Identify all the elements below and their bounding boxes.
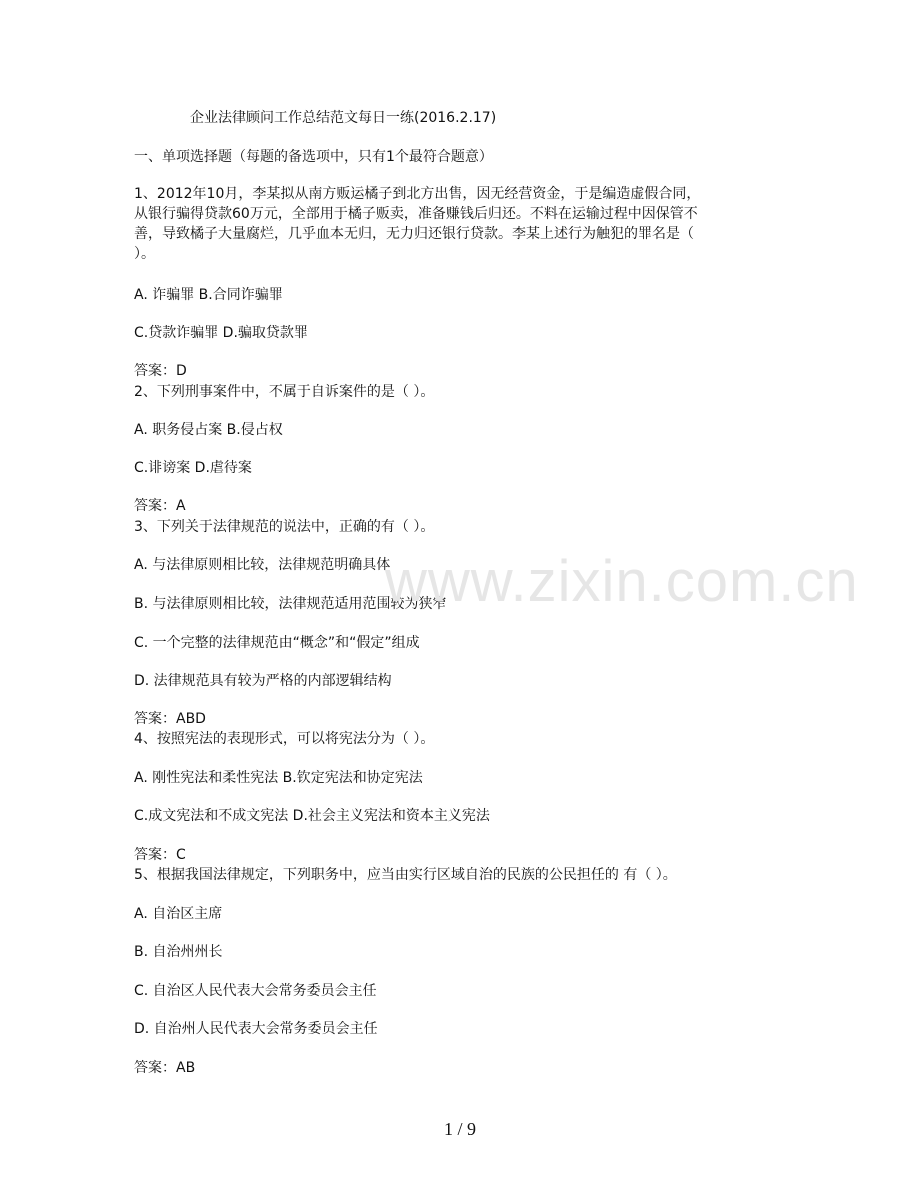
question-2-text: 2、下列刑事案件中，不属于自诉案件的是（ ）。 — [134, 384, 435, 400]
question-4-answer: 答案：C — [134, 847, 186, 863]
question-2-options-cd: C.诽谤案 D.虐待案 — [134, 460, 252, 476]
question-5-option-d: D. 自治州人民代表大会常务委员会主任 — [134, 1021, 378, 1037]
section-heading: 一、单项选择题（每题的备选项中，只有1个最符合题意） — [134, 149, 493, 165]
question-5-option-c: C. 自治区人民代表大会常务委员会主任 — [134, 983, 377, 999]
question-5-option-b: B. 自治州州长 — [134, 944, 223, 960]
question-3-option-a: A. 与法律原则相比较，法律规范明确具体 — [134, 557, 391, 573]
question-3-text: 3、下列关于法律规范的说法中，正确的有（ ）。 — [134, 519, 435, 535]
question-1-text — [134, 184, 774, 264]
question-1-line-4: ）。 — [134, 246, 155, 262]
question-5-option-a: A. 自治区主席 — [134, 906, 223, 922]
page-number: 1 / 9 — [443, 1119, 476, 1139]
watermark: www.zixin.com.cn — [385, 549, 859, 614]
question-2-answer: 答案：A — [134, 498, 186, 514]
question-3-option-b: B. 与法律原则相比较，法律规范适用范围较为狭窄 — [134, 596, 447, 612]
question-4-text: 4、按照宪法的表现形式，可以将宪法分为（ ）。 — [134, 731, 435, 747]
question-1-line-1: 1、2012年10月，李某拟从南方贩运橘子到北方出售，因无经营资金，于是编造虚假合同， — [134, 186, 701, 202]
question-1-answer: 答案：D — [134, 363, 187, 379]
question-3-option-d: D. 法律规范具有较为严格的内部逻辑结构 — [134, 673, 392, 689]
question-3-option-c: C. 一个完整的法律规范由“概念”和“假定”组成 — [134, 635, 420, 651]
question-1-options-ab: A. 诈骗罪 B.合同诈骗罪 — [134, 287, 283, 303]
question-1-line-2: 从银行骗得贷款60万元，全部用于橘子贩卖，准备赚钱后归还。不料在运输过程中因保管不 — [134, 206, 698, 222]
question-1-options-cd: C.贷款诈骗罪 D.骗取贷款罪 — [134, 325, 308, 341]
document-title: 企业法律顾问工作总结范文每日一练(2016.2.17) — [190, 110, 497, 126]
question-4-options-ab: A. 刚性宪法和柔性宪法 B.钦定宪法和协定宪法 — [134, 770, 423, 786]
question-2-options-ab: A. 职务侵占案 B.侵占权 — [134, 422, 283, 438]
question-5-text: 5、根据我国法律规定，下列职务中，应当由实行区域自治的民族的公民担任的 有（ ）。 — [134, 867, 677, 883]
question-4-options-cd: C.成文宪法和不成文宪法 D.社会主义宪法和资本主义宪法 — [134, 808, 490, 824]
question-3-answer: 答案：ABD — [134, 711, 206, 727]
question-5-answer: 答案：AB — [134, 1060, 196, 1076]
question-1-line-3: 善，导致橘子大量腐烂，几乎血本无归，无力归还银行贷款。李某上述行为触犯的罪名是（ — [134, 226, 694, 242]
